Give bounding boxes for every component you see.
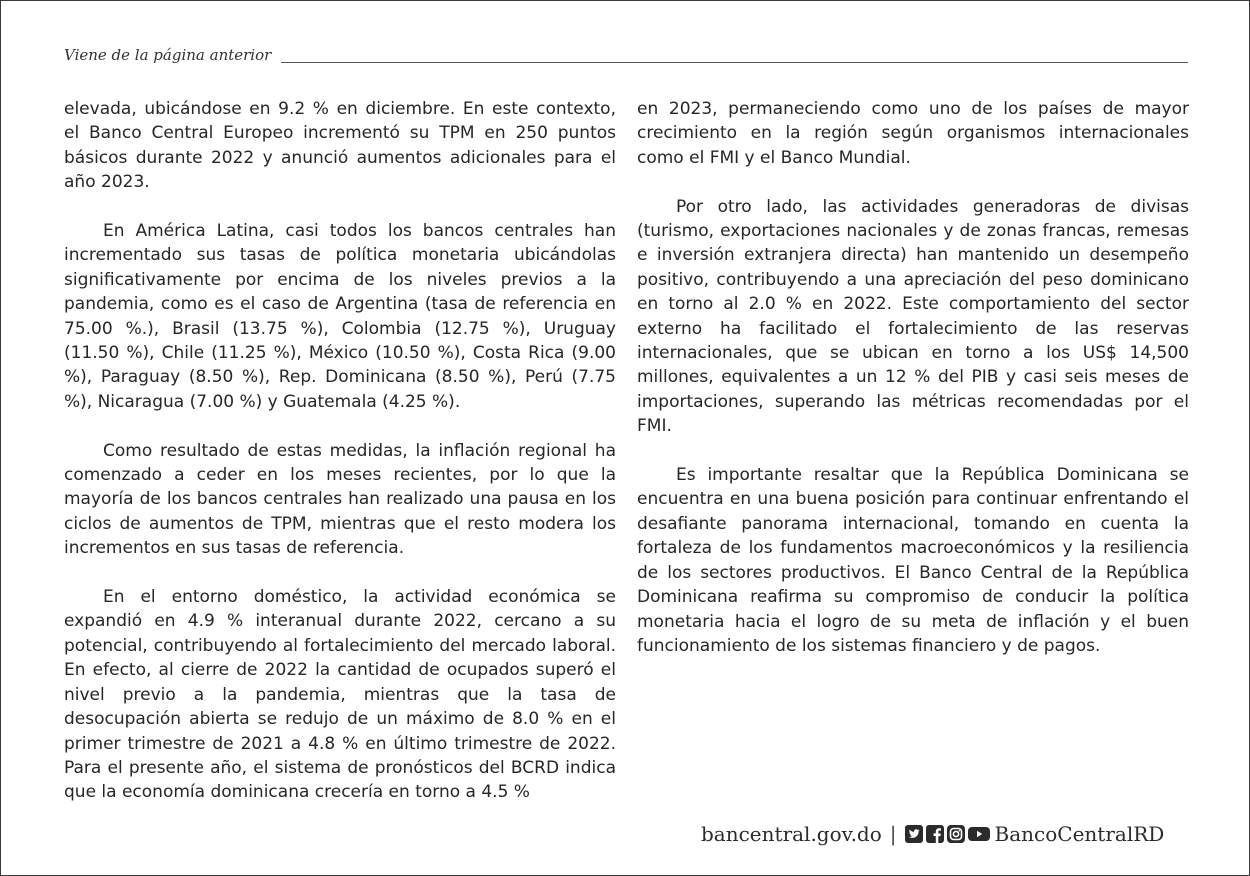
website-link[interactable]: bancentral.gov.do bbox=[701, 822, 882, 846]
page-footer bbox=[701, 819, 1164, 849]
right-column bbox=[637, 97, 1189, 683]
facebook-icon[interactable] bbox=[926, 825, 944, 843]
left-paragraph-1: elevada, ubicándose en 9.2 % en diciembre. En este contexto, el Banco Central Europeo incrementó su TPM en 250 puntos básicos durante 2022 y anunció aumentos adicionales para el año 2023. bbox=[64, 99, 616, 193]
youtube-icon[interactable] bbox=[968, 825, 990, 843]
header-rule bbox=[281, 62, 1188, 63]
right-paragraph-1: en 2023, permaneciendo como uno de los países de mayor crecimiento en la región según organismos internacionales como el FMI y el Banco Mundial. bbox=[637, 99, 1189, 168]
continued-from-label: Viene de la página anterior bbox=[64, 46, 272, 64]
social-handle[interactable]: BancoCentralRD bbox=[994, 822, 1165, 846]
right-paragraph-3: Es importante resaltar que la República Dominicana se encuentra en una buena posición para continuar enfrentando el desafiante panorama internacional, tomando en cuenta la fortaleza de los fundamentos macroeconómicos y la resiliencia de los sectores productivos. El Banco Central de la República Dominicana reafirma su compromiso de conducir la política monetaria hacia el logro de su meta de inflación y el buen funcionamiento de los sistemas financiero y de pagos. bbox=[637, 465, 1189, 656]
left-paragraph-4: En el entorno doméstico, la actividad económica se expandió en 4.9 % interanual durante 2022, cercano a su potencial, contribuyendo al fortalecimiento del mercado laboral. En efecto, al cierre de 2022 la cantidad de ocupados superó el nivel previo a la pandemia, mientras que la tasa de desocupación abierta se redujo de un máximo de 8.0 % en el primer trimestre de 2021 a 4.8 % en último trimestre de 2022. Para el presente año, el sistema de pronósticos del BCRD indica que la economía dominicana crecería en torno a 4.5 % bbox=[64, 587, 616, 803]
right-paragraph-2: Por otro lado, las actividades generadoras de divisas (turismo, exportaciones nacionales y de zonas francas, remesas e inversión extranjera directa) han mantenido un desempeño positivo, contribuyendo a una apreciación del peso dominicano en torno al 2.0 % en 2022. Este comportamiento del sector externo ha facilitado el fortalecimiento de las reservas internacionales, que se ubican en torno a los US$ 14,500 millones, equivalentes a un 12 % del PIB y casi seis meses de importaciones, superando las métricas recomendadas por el FMI. bbox=[637, 196, 1189, 437]
left-paragraph-3: Como resultado de estas medidas, la inflación regional ha comenzado a ceder en los meses recientes, por lo que la mayoría de los bancos centrales han realizado una pausa en los ciclos de aumentos de TPM, mientras que el resto modera los incrementos en sus tasas de referencia. bbox=[64, 440, 616, 559]
page-header bbox=[64, 41, 1188, 65]
left-paragraph-2: En América Latina, casi todos los bancos centrales han incrementado sus tasas de política monetaria ubicándolas significativamente por encima de los niveles previos a la pandemia, como es el caso de Argentina (tasa de referencia en 75.00 %.), Brasil (13.75 %), Colombia (12.75 %), Uruguay (11.50 %), Chile (11.25 %), México (10.50 %), Costa Rica (9.00 %), Paraguay (8.50 %), Rep. Dominicana (8.50 %), Perú (7.75 %), Nicaragua (7.00 %) y Guatemala (4.25 %). bbox=[64, 221, 616, 412]
instagram-icon[interactable] bbox=[947, 825, 965, 843]
left-column bbox=[64, 97, 616, 829]
footer-separator: | bbox=[889, 822, 897, 846]
twitter-icon[interactable] bbox=[905, 825, 923, 843]
social-icons bbox=[905, 825, 990, 843]
